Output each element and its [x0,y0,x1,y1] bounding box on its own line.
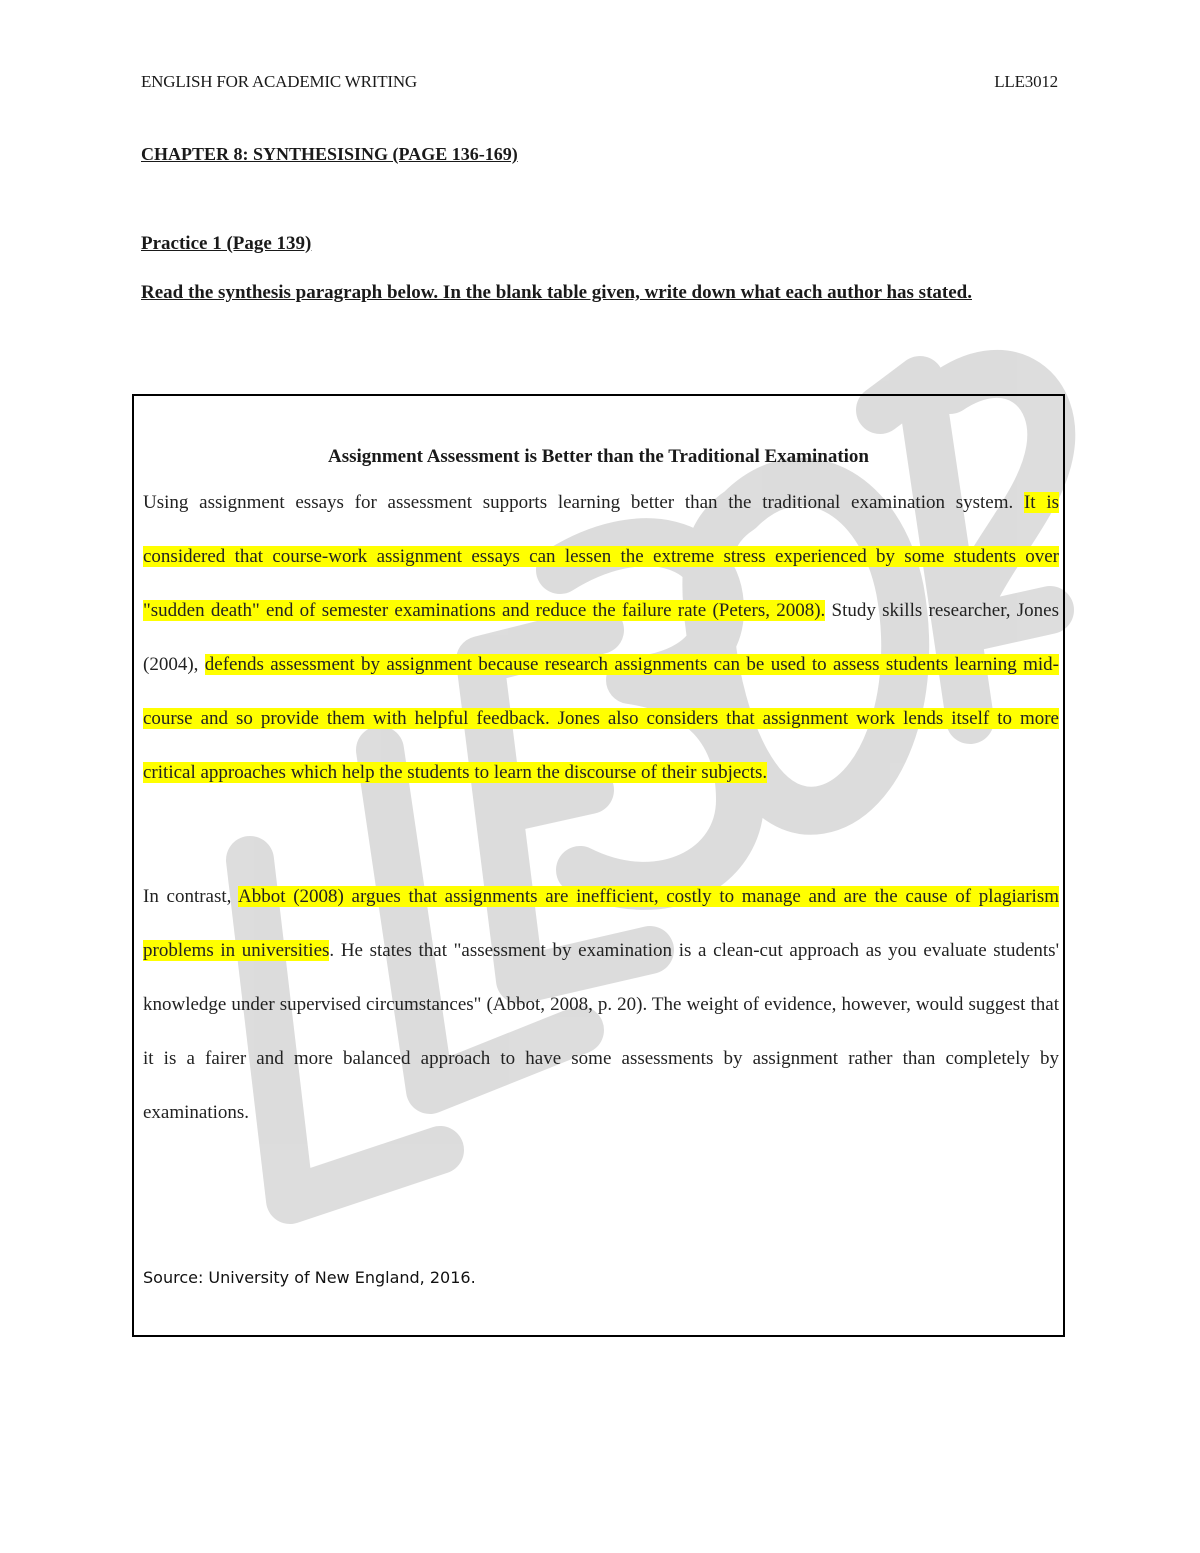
passage-text: . He states that "assessment by examination is a clean-cut approach as you evaluate students' knowledge under supervised circumstances" (Abbot, 2008, p. 20). The weight of evidence, however, would suggest that it is a fairer and more balanced approach to have some assessments by assignment rather than completely by examinations. [143,940,1059,1123]
passage-box [132,394,1065,1337]
passage-text: In contrast, [143,886,239,907]
passage-text: Study skills researcher, Jones (2004), [143,600,1059,675]
highlighted-text: It is considered that course-work assignment essays can lessen the extreme stress experienced by some students over "sudden death" end of semester examinations and reduce the failure rate (Peters, 2008). [143,492,1060,621]
chapter-heading: CHAPTER 8: SYNTHESISING (PAGE 136-169) [141,144,518,164]
source-citation: Source: University of New England, 2016. [143,1268,476,1287]
header-course-code: LLE3012 [994,72,1058,91]
practice-heading: Practice 1 (Page 139) [141,233,312,254]
highlighted-text: defends assessment by assignment because research assignments can be used to assess students learning mid-course and so provide them with helpful feedback. Jones also considers that assignment work lends itself to more critical approaches which help the students to learn the discourse of their subjects. [143,654,1059,783]
header-course-title: ENGLISH FOR ACADEMIC WRITING [141,72,418,91]
passage-paragraph-1 [143,476,1059,800]
instruction-text: Read the synthesis paragraph below. In the blank table given, write down what each author has stated. [141,282,972,303]
passage-text: Using assignment essays for assessment supports learning better than the traditional examination system. [143,492,1024,513]
passage-title: Assignment Assessment is Better than the Traditional Examination [327,446,869,467]
passage-paragraph-2 [143,870,1059,1140]
highlighted-text: Abbot (2008) argues that assignments are inefficient, costly to manage and are the cause of plagiarism problems in universities [143,886,1059,961]
